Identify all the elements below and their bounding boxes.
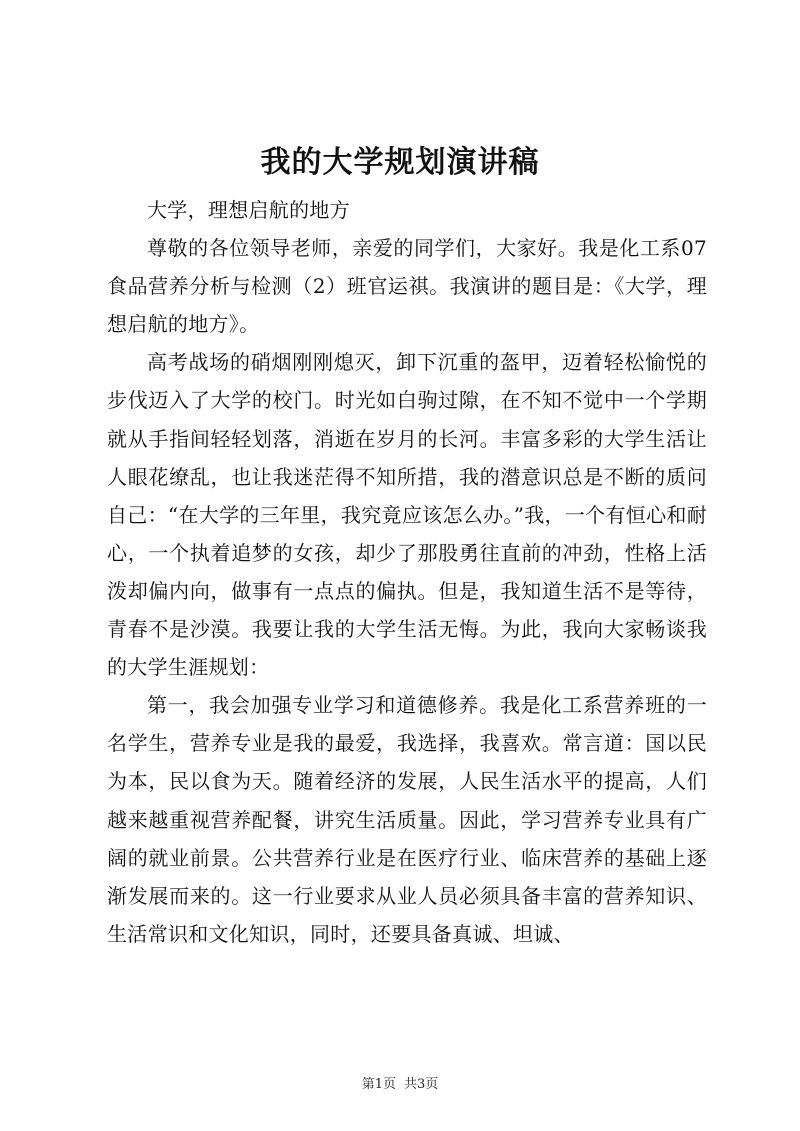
page-total: 共3页 <box>404 1077 439 1092</box>
page-number: 第1页 <box>361 1077 396 1092</box>
paragraph-first-point: 第一，我会加强专业学习和道德修养。我是化工系营养班的一名学生，营养专业是我的最爱，我选择，我喜欢。常言道：国以民为本，民以食为天。随着经济的发展，人民生活水平的提高，人们越来越重视营养配餐，讲究生活质量。因此，学习营养专业具有广阔的就业前景。公共营养行业是在医疗行业、临床营养的基础上逐渐发展而来的。这一行业要求从业人员必须具备丰富的营养知识、生活常识和文化知识，同时，还要具备真诚、坦诚、 <box>107 693 707 946</box>
page-footer <box>0 1076 800 1094</box>
paragraph-greeting: 尊敬的各位领导老师，亲爱的同学们，大家好。我是化工系07食品营养分析与检测（2）班官运祺。我演讲的题目是：《大学，理想启航的地方》。 <box>107 236 707 337</box>
paragraph-introduction: 高考战场的硝烟刚刚熄灭，卸下沉重的盔甲，迈着轻松愉悦的步伐迈入了大学的校门。时光如白驹过隙，在不知不觉中一个学期就从手指间轻轻划落，消逝在岁月的长河。丰富多彩的大学生活让人眼花缭乱，也让我迷茫得不知所措，我的潜意识总是不断的质问自己：“在大学的三年里，我究竟应该怎么办。”我，一个有恒心和耐心，一个执着追梦的女孩，却少了那股勇往直前的冲劲，性格上活泼却偏内向，做事有一点点的偏执。但是，我知道生活不是等待，青春不是沙漠。我要让我的大学生活无悔。为此，我向大家畅谈我的大学生涯规划： <box>107 350 707 680</box>
document-title: 我的大学规划演讲稿 <box>260 145 540 180</box>
document-body <box>107 191 707 953</box>
paragraph-subtitle: 大学，理想启航的地方 <box>147 198 350 222</box>
